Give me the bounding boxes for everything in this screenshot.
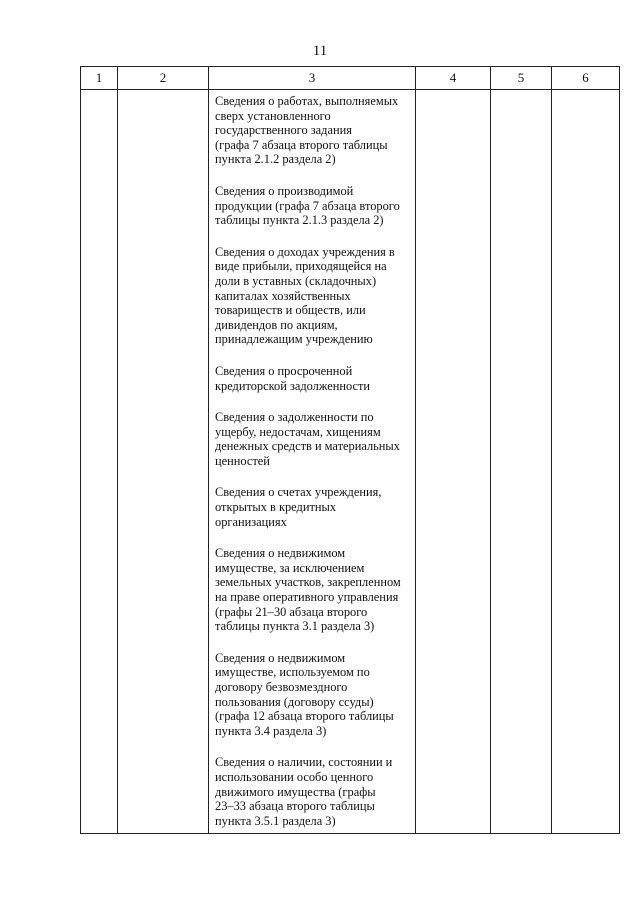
header-col-1: 1	[81, 67, 118, 90]
header-col-5: 5	[491, 67, 552, 90]
header-col-2: 2	[118, 67, 209, 90]
cell-col-5	[491, 90, 552, 834]
entry-overdue-payables: Сведения о просроченной кредиторской задолженности	[215, 363, 371, 393]
cell-col-4	[416, 90, 491, 834]
entry-bank-accounts: Сведения о счетах учреждения, открытых в кредитных организациях	[215, 485, 382, 529]
cell-col-1	[81, 90, 118, 834]
cell-col-6	[552, 90, 620, 834]
entry-works-above-state-task: Сведения о работах, выполняемых сверх установленного государственного задания (графа 7 абзаца второго таблицы пункта 2.1.2 раздела 2)	[215, 94, 399, 167]
entry-real-estate-free-use: Сведения о недвижимом имуществе, используемом по договору безвозмездного пользования (договору ссуды) (графа 12 абзаца второго таблицы пункта 3.4 раздела 3)	[215, 650, 394, 738]
cell-col-2	[118, 90, 209, 834]
entry-produced-products: Сведения о производимой продукции (графа 7 абзаца второго таблицы пункта 2.1.3 раздела 2)	[215, 183, 400, 228]
header-col-4: 4	[416, 67, 491, 90]
table-header-row	[81, 67, 620, 90]
entry-damage-debt: Сведения о задолженности по ущербу, недостачам, хищениям денежных средств и материальных ценностей	[215, 410, 400, 468]
header-col-6: 6	[552, 67, 620, 90]
entry-valuable-movable-property: Сведения о наличии, состоянии и использовании особо ценного движимого имущества (графы 23–33 абзаца второго таблицы пункта 3.5.1 раздела 3)	[215, 755, 393, 828]
header-col-3: 3	[209, 67, 416, 90]
page-number: 11	[312, 43, 328, 59]
entry-real-estate-operational: Сведения о недвижимом имуществе, за исключением земельных участков, закрепленном на праве оперативного управления (графы 21–30 абзаца второго таблицы пункта 3.1 раздела 3)	[215, 546, 401, 634]
document-table	[80, 66, 620, 834]
table-body-row	[81, 90, 620, 834]
cell-col-3	[209, 90, 416, 834]
entry-income-from-shares: Сведения о доходах учреждения в виде прибыли, приходящейся на доли в уставных (складочных) капиталах хозяйственных товариществ и обществ, или дивидендов по акциям, принадлежащим учреждению	[215, 244, 395, 347]
